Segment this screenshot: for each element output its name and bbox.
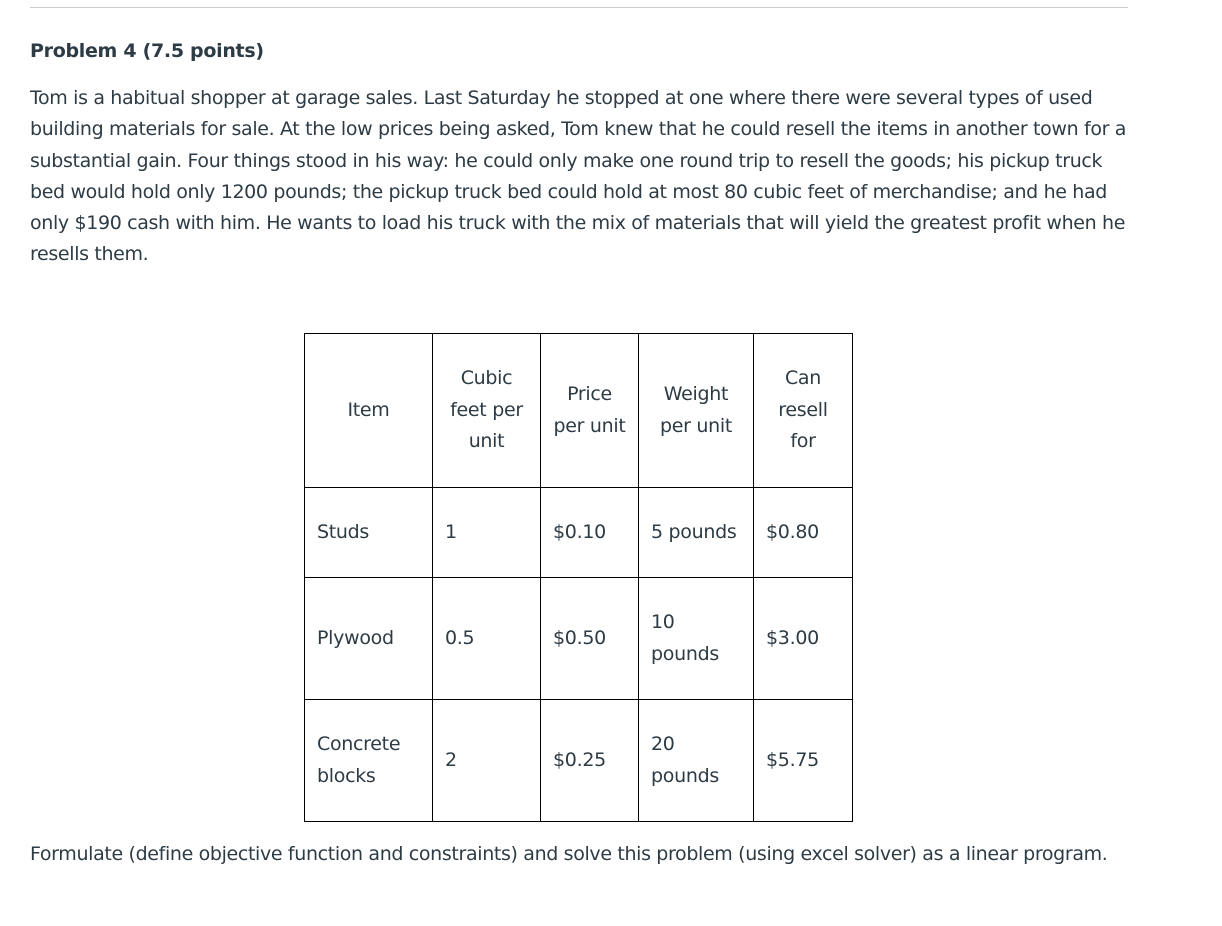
cell-resell: $5.75 <box>754 700 853 822</box>
cell-cubic-feet: 2 <box>433 700 541 822</box>
cell-resell: $0.80 <box>754 488 853 578</box>
cell-weight: 5 pounds <box>639 488 754 578</box>
problem-instruction: Formulate (define objective function and constraints) and solve this problem (using excel solver) as a linear program. <box>30 843 1108 865</box>
header-weight: Weight per unit <box>639 334 754 488</box>
problem-description: Tom is a habitual shopper at garage sales. Last Saturday he stopped at one where there were several types of used building materials for sale. At the low prices being asked, Tom knew that he could resell the items in another town for a substantial gain. Four things stood in his way: he could only make one round trip to resell the goods; his pickup truck bed would hold only 1200 pounds; the pickup truck bed could hold at most 80 cubic feet of merchandise; and he had only $190 cash with him. He wants to load his truck with the mix of materials that will yield the greatest profit when he resells them. <box>30 87 1127 266</box>
cell-item: Concrete blocks <box>305 700 433 822</box>
table-row <box>305 578 853 700</box>
table-row <box>305 700 853 822</box>
cell-item: Studs <box>305 488 433 578</box>
header-price: Price per unit <box>541 334 639 488</box>
problem-title: Problem 4 (7.5 points) <box>30 40 264 62</box>
table-row <box>305 488 853 578</box>
cell-cubic-feet: 1 <box>433 488 541 578</box>
cell-weight: 20 pounds <box>639 700 754 822</box>
materials-table <box>304 333 853 822</box>
header-cubic-feet: Cubic feet per unit <box>433 334 541 488</box>
cell-resell: $3.00 <box>754 578 853 700</box>
table-header-row <box>305 334 853 488</box>
cell-item: Plywood <box>305 578 433 700</box>
cell-cubic-feet: 0.5 <box>433 578 541 700</box>
top-divider <box>30 7 1128 8</box>
header-item: Item <box>305 334 433 488</box>
cell-price: $0.25 <box>541 700 639 822</box>
cell-price: $0.10 <box>541 488 639 578</box>
header-resell: Can resell for <box>754 334 853 488</box>
cell-weight: 10 pounds <box>639 578 754 700</box>
cell-price: $0.50 <box>541 578 639 700</box>
